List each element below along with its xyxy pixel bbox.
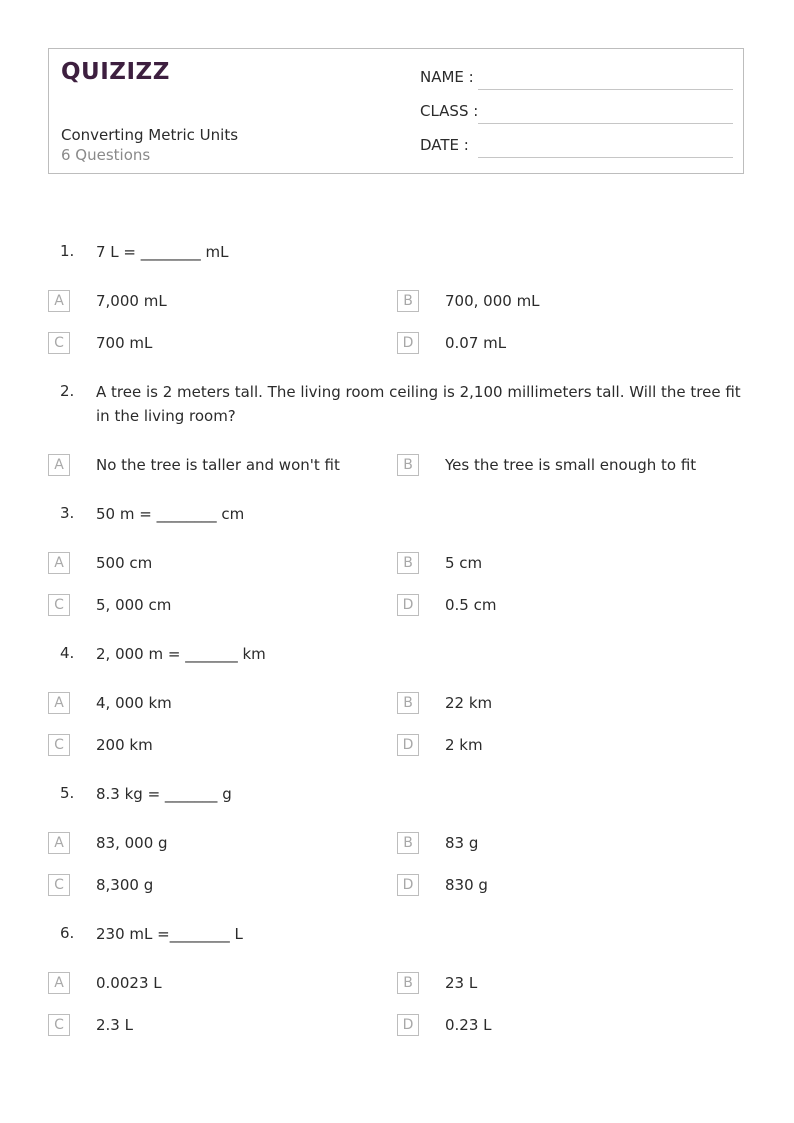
question-number: 5.	[60, 784, 75, 802]
question-count: 6 Questions	[61, 146, 151, 164]
option-c-box[interactable]: C	[48, 1014, 70, 1036]
option-c-box[interactable]: C	[48, 594, 70, 616]
option-a-box[interactable]: A	[48, 454, 70, 476]
question-number: 1.	[60, 242, 75, 260]
option-a-box[interactable]: A	[48, 552, 70, 574]
option-d-text: 0.23 L	[445, 1016, 492, 1034]
option-a-text: 7,000 mL	[96, 292, 167, 310]
option-c-box[interactable]: C	[48, 332, 70, 354]
option-a-text: 500 cm	[96, 554, 153, 572]
option-b-box[interactable]: B	[397, 692, 419, 714]
option-b-text: 23 L	[445, 974, 478, 992]
option-c-text: 5, 000 cm	[96, 596, 172, 614]
option-c-box[interactable]: C	[48, 734, 70, 756]
name-label: NAME :	[420, 68, 474, 86]
option-d-box[interactable]: D	[397, 874, 419, 896]
quizizz-logo: QUIZIZZ	[61, 59, 170, 85]
option-a-box[interactable]: A	[48, 972, 70, 994]
date-field[interactable]	[478, 157, 733, 158]
option-d-box[interactable]: D	[397, 332, 419, 354]
option-b-text: 22 km	[445, 694, 493, 712]
class-label: CLASS :	[420, 102, 479, 120]
option-a-box[interactable]: A	[48, 832, 70, 854]
question-number: 3.	[60, 504, 75, 522]
option-d-box[interactable]: D	[397, 594, 419, 616]
question-text: A tree is 2 meters tall. The living room ceiling is 2,100 millimeters tall. Will the tree fit in the living room?	[96, 383, 741, 425]
date-label: DATE :	[420, 136, 469, 154]
name-field[interactable]	[478, 89, 733, 90]
option-a-text: No the tree is taller and won't fit	[96, 456, 340, 474]
option-c-text: 200 km	[96, 736, 153, 754]
class-field[interactable]	[478, 123, 733, 124]
option-a-text: 83, 000 g	[96, 834, 168, 852]
worksheet-title: Converting Metric Units	[61, 126, 239, 144]
option-d-box[interactable]: D	[397, 1014, 419, 1036]
option-b-text: 5 cm	[445, 554, 483, 572]
worksheet-header	[48, 48, 744, 174]
question-text: 230 mL =________ L	[96, 925, 243, 943]
question-number: 6.	[60, 924, 75, 942]
option-a-text: 4, 000 km	[96, 694, 172, 712]
option-b-text: 700, 000 mL	[445, 292, 540, 310]
option-b-box[interactable]: B	[397, 552, 419, 574]
option-b-box[interactable]: B	[397, 972, 419, 994]
option-c-text: 8,300 g	[96, 876, 154, 894]
option-d-text: 0.5 cm	[445, 596, 497, 614]
question-number: 4.	[60, 644, 75, 662]
option-c-text: 700 mL	[96, 334, 153, 352]
option-d-text: 830 g	[445, 876, 488, 894]
option-b-text: Yes the tree is small enough to fit	[445, 456, 697, 474]
option-c-text: 2.3 L	[96, 1016, 133, 1034]
question-text: 8.3 kg = _______ g	[96, 785, 232, 803]
option-c-box[interactable]: C	[48, 874, 70, 896]
option-d-text: 2 km	[445, 736, 483, 754]
question-number: 2.	[60, 382, 75, 400]
option-a-box[interactable]: A	[48, 290, 70, 312]
option-d-text: 0.07 mL	[445, 334, 507, 352]
question-text: 2, 000 m = _______ km	[96, 645, 266, 663]
option-a-text: 0.0023 L	[96, 974, 162, 992]
option-a-box[interactable]: A	[48, 692, 70, 714]
option-b-box[interactable]: B	[397, 832, 419, 854]
option-b-box[interactable]: B	[397, 454, 419, 476]
option-b-text: 83 g	[445, 834, 479, 852]
question-text: 7 L = ________ mL	[96, 243, 229, 261]
option-b-box[interactable]: B	[397, 290, 419, 312]
option-d-box[interactable]: D	[397, 734, 419, 756]
question-text: 50 m = ________ cm	[96, 505, 245, 523]
